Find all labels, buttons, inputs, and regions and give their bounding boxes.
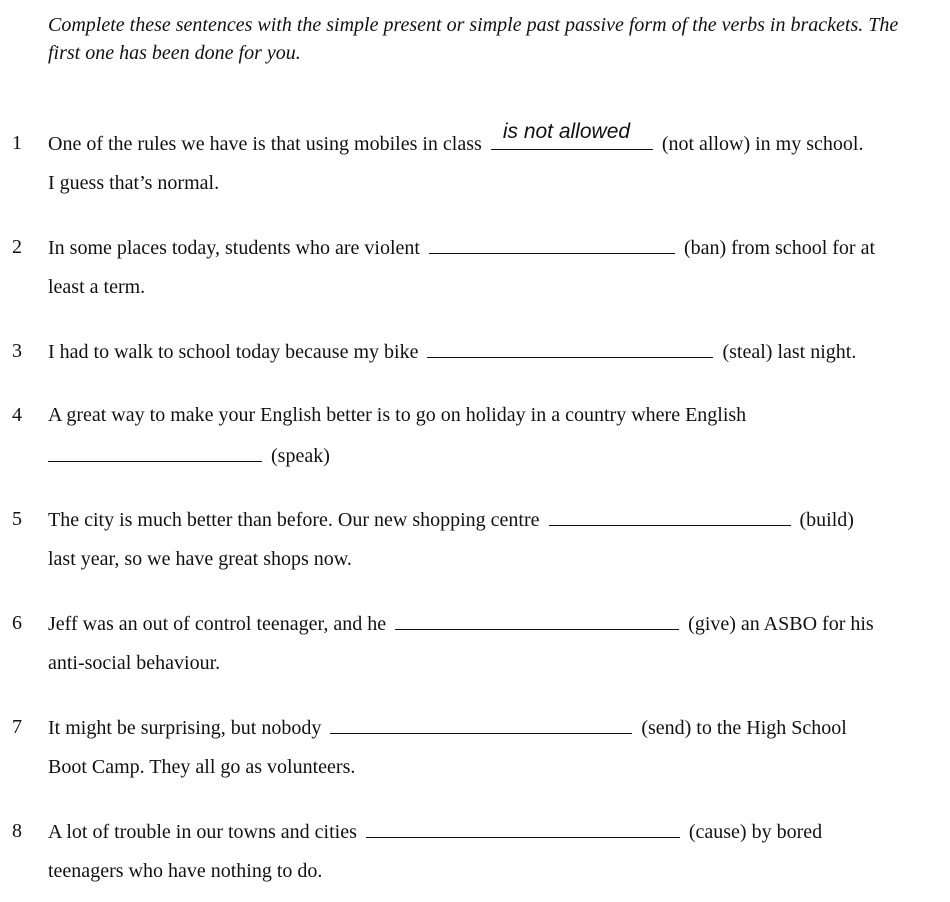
sentence-continuation: anti-social behaviour. [48, 652, 221, 674]
instructions: Complete these sentences with the simple present or simple past passive form of the verbs in brackets. The first one has been done for you. [48, 14, 899, 64]
verb-hint: (send) to the High School [641, 717, 847, 739]
verb-hint: (ban) from school for at [683, 237, 875, 259]
verb-hint: (speak) [271, 445, 330, 467]
exercise-number: 8 [12, 820, 22, 842]
sentence-start: It might be surprising, but nobody [48, 717, 322, 739]
sentence-start: One of the rules we have is that using mobiles in class [48, 133, 482, 155]
answer-blank[interactable] [491, 120, 653, 150]
answer-blank[interactable] [427, 337, 713, 358]
sentence-start: The city is much better than before. Our new shopping centre [48, 509, 540, 531]
verb-hint: (not allow) in my school. [661, 133, 864, 155]
exercise-line [48, 233, 875, 261]
exercise-number: 2 [12, 236, 22, 258]
exercise-number: 7 [12, 716, 22, 738]
exercise-line [48, 609, 874, 637]
exercise-number: 4 [12, 404, 22, 426]
answer-blank[interactable] [330, 713, 632, 734]
answer-blank[interactable] [429, 233, 675, 254]
exercise-number: 1 [12, 132, 22, 154]
sentence-start: I had to walk to school today because my bike [48, 341, 419, 363]
exercise-line [48, 505, 854, 533]
verb-hint: (give) an ASBO for his [688, 613, 874, 635]
exercise-line: A great way to make your English better is to go on holiday in a country where English [48, 404, 747, 426]
sentence-continuation: teenagers who have nothing to do. [48, 860, 323, 882]
exercise-line [48, 817, 822, 845]
sentence-continuation: least a term. [48, 276, 146, 298]
exercise-number: 5 [12, 508, 22, 530]
exercise-line [48, 120, 864, 157]
sentence-start: A lot of trouble in our towns and cities [48, 821, 357, 843]
sentence-start: Jeff was an out of control teenager, and he [48, 613, 387, 635]
sentence-start: In some places today, students who are violent [48, 237, 420, 259]
sentence-continuation: I guess that’s normal. [48, 172, 220, 194]
answer-blank[interactable] [48, 441, 262, 462]
exercise-line [48, 337, 856, 365]
answer-text: is not allowed [502, 120, 631, 143]
verb-hint: (cause) by bored [688, 821, 823, 843]
answer-blank[interactable] [395, 609, 679, 630]
answer-blank[interactable] [366, 817, 680, 838]
exercise-number: 6 [12, 612, 22, 634]
sentence-continuation: Boot Camp. They all go as volunteers. [48, 756, 356, 778]
exercise-line [48, 713, 847, 741]
sentence-continuation: last year, so we have great shops now. [48, 548, 352, 570]
exercise-number: 3 [12, 340, 22, 362]
exercise-line [48, 441, 330, 469]
verb-hint: (build) [799, 509, 854, 531]
answer-blank[interactable] [549, 505, 791, 526]
verb-hint: (steal) last night. [722, 341, 857, 363]
